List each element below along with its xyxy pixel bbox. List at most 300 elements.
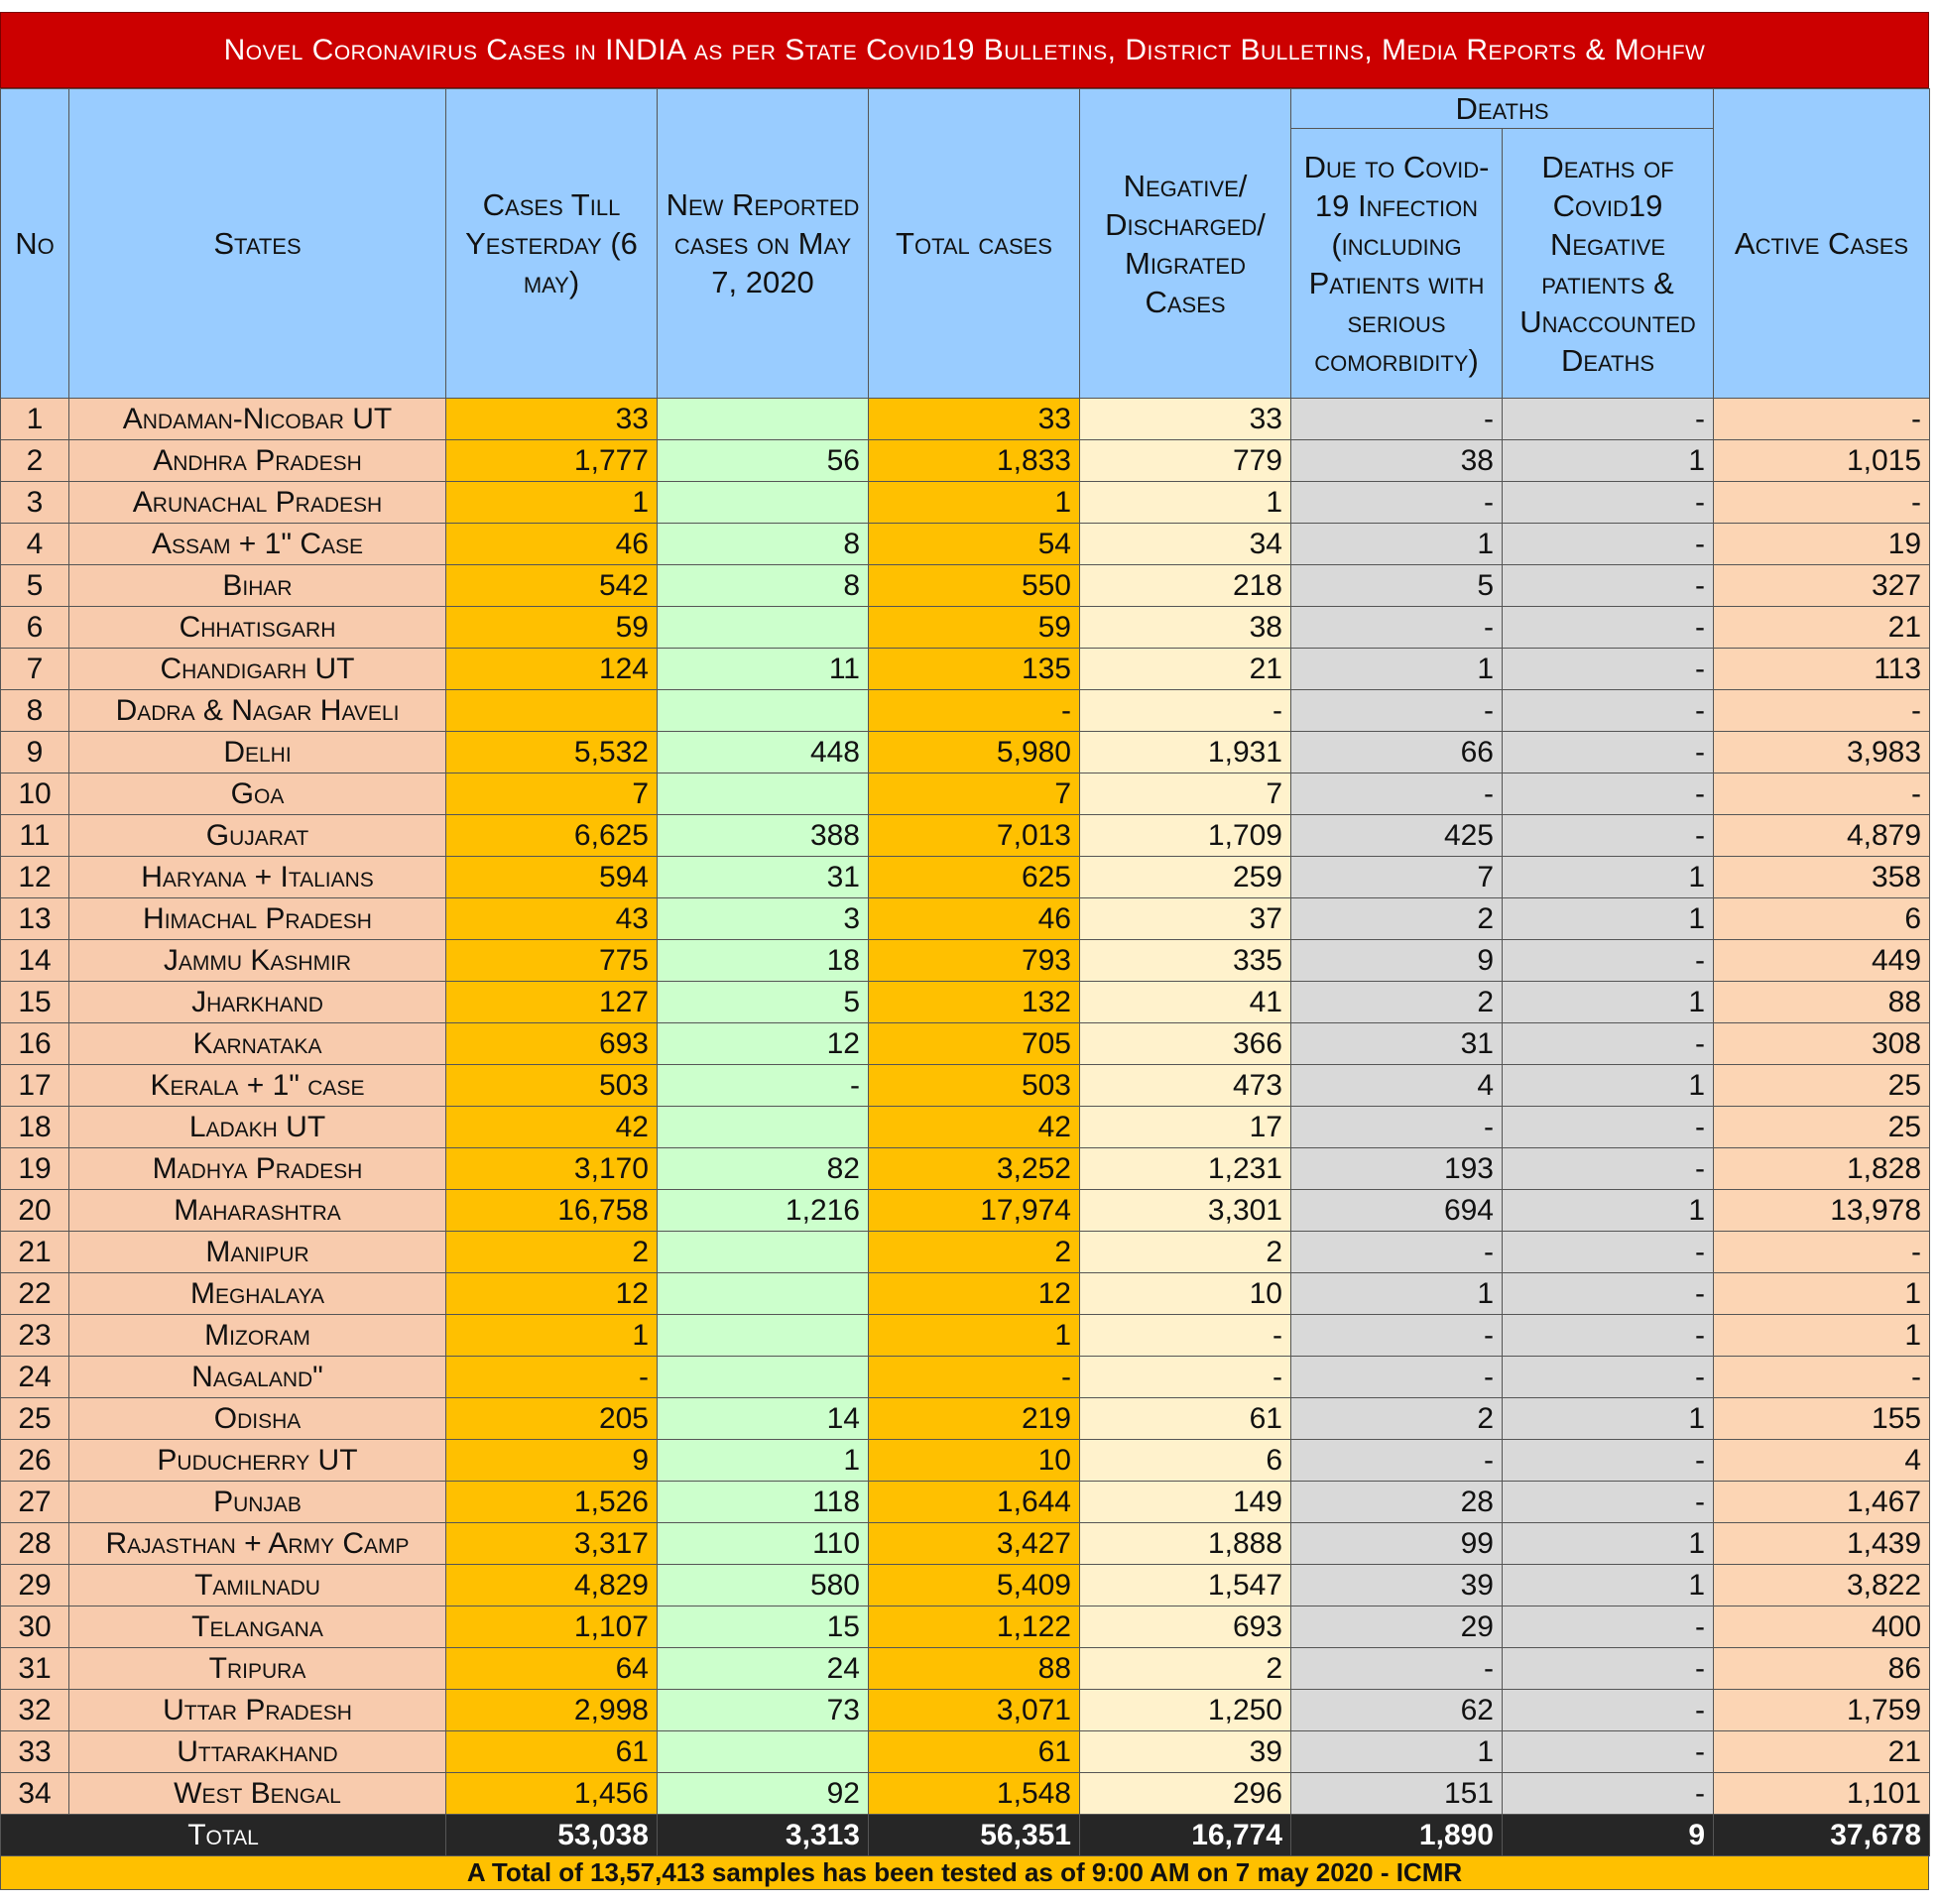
table-row bbox=[1, 815, 1930, 857]
new-cases bbox=[658, 774, 869, 815]
total-cases: 5,980 bbox=[869, 732, 1080, 774]
active-cases: 308 bbox=[1714, 1023, 1930, 1065]
total-cases: 7,013 bbox=[869, 815, 1080, 857]
table-row bbox=[1, 524, 1930, 565]
negative-cases: 37 bbox=[1080, 898, 1291, 940]
row-number: 11 bbox=[1, 815, 69, 857]
row-number: 30 bbox=[1, 1606, 69, 1648]
total-cases: 705 bbox=[869, 1023, 1080, 1065]
deaths-due: - bbox=[1291, 690, 1503, 732]
row-number: 24 bbox=[1, 1357, 69, 1398]
cases-yesterday: 3,170 bbox=[446, 1148, 658, 1190]
total-negative: 16,774 bbox=[1080, 1815, 1291, 1856]
cases-yesterday: 693 bbox=[446, 1023, 658, 1065]
cases-yesterday: 542 bbox=[446, 565, 658, 607]
negative-cases: 366 bbox=[1080, 1023, 1291, 1065]
negative-cases: - bbox=[1080, 1357, 1291, 1398]
table-row bbox=[1, 1148, 1930, 1190]
cases-yesterday: 46 bbox=[446, 524, 658, 565]
deaths-negative: - bbox=[1503, 1273, 1714, 1315]
table-row bbox=[1, 482, 1930, 524]
deaths-negative: - bbox=[1503, 1773, 1714, 1815]
row-number: 1 bbox=[1, 399, 69, 440]
deaths-negative: 1 bbox=[1503, 1523, 1714, 1565]
negative-cases: 3,301 bbox=[1080, 1190, 1291, 1232]
total-cases: 1,833 bbox=[869, 440, 1080, 482]
row-number: 23 bbox=[1, 1315, 69, 1357]
active-cases: 1,015 bbox=[1714, 440, 1930, 482]
new-cases: 73 bbox=[658, 1690, 869, 1731]
state-name: Bihar bbox=[69, 565, 446, 607]
new-cases bbox=[658, 1107, 869, 1148]
table-row bbox=[1, 857, 1930, 898]
total-cases: 88 bbox=[869, 1648, 1080, 1690]
state-name: Mizoram bbox=[69, 1315, 446, 1357]
deaths-negative: - bbox=[1503, 732, 1714, 774]
deaths-negative: 1 bbox=[1503, 898, 1714, 940]
negative-cases: 473 bbox=[1080, 1065, 1291, 1107]
cases-yesterday bbox=[446, 690, 658, 732]
row-number: 7 bbox=[1, 649, 69, 690]
deaths-due: 4 bbox=[1291, 1065, 1503, 1107]
new-cases bbox=[658, 1273, 869, 1315]
total-cases-yesterday: 53,038 bbox=[446, 1815, 658, 1856]
deaths-due: - bbox=[1291, 774, 1503, 815]
active-cases: 4 bbox=[1714, 1440, 1930, 1482]
active-cases: - bbox=[1714, 1232, 1930, 1273]
negative-cases: 779 bbox=[1080, 440, 1291, 482]
state-name: Chandigarh UT bbox=[69, 649, 446, 690]
table-row bbox=[1, 1482, 1930, 1523]
table-row bbox=[1, 399, 1930, 440]
negative-cases: 335 bbox=[1080, 940, 1291, 982]
total-cases: 135 bbox=[869, 649, 1080, 690]
active-cases: 155 bbox=[1714, 1398, 1930, 1440]
row-number: 16 bbox=[1, 1023, 69, 1065]
total-row bbox=[1, 1815, 1930, 1856]
covid-cases-sheet bbox=[0, 12, 1929, 1890]
new-cases: 14 bbox=[658, 1398, 869, 1440]
total-deaths-due: 1,890 bbox=[1291, 1815, 1503, 1856]
row-number: 9 bbox=[1, 732, 69, 774]
state-name: Uttar Pradesh bbox=[69, 1690, 446, 1731]
cases-yesterday: - bbox=[446, 1357, 658, 1398]
deaths-negative: - bbox=[1503, 1315, 1714, 1357]
active-cases: - bbox=[1714, 690, 1930, 732]
negative-cases: 39 bbox=[1080, 1731, 1291, 1773]
cases-yesterday: 59 bbox=[446, 607, 658, 649]
total-cases: 33 bbox=[869, 399, 1080, 440]
deaths-negative: - bbox=[1503, 607, 1714, 649]
total-cases: 42 bbox=[869, 1107, 1080, 1148]
cases-yesterday: 3,317 bbox=[446, 1523, 658, 1565]
state-name: Uttarakhand bbox=[69, 1731, 446, 1773]
deaths-due: 66 bbox=[1291, 732, 1503, 774]
row-number: 3 bbox=[1, 482, 69, 524]
state-name: Odisha bbox=[69, 1398, 446, 1440]
state-name: Gujarat bbox=[69, 815, 446, 857]
deaths-negative: - bbox=[1503, 1648, 1714, 1690]
state-name: Puducherry UT bbox=[69, 1440, 446, 1482]
state-name: Haryana + Italians bbox=[69, 857, 446, 898]
deaths-negative: - bbox=[1503, 1107, 1714, 1148]
header-deaths-due: Due to Covid-19 Infection (including Patients with serious comorbidity) bbox=[1291, 129, 1503, 399]
total-label: Total bbox=[1, 1815, 446, 1856]
active-cases: - bbox=[1714, 399, 1930, 440]
negative-cases: 1,709 bbox=[1080, 815, 1291, 857]
deaths-negative: - bbox=[1503, 524, 1714, 565]
deaths-due: 1 bbox=[1291, 649, 1503, 690]
row-number: 8 bbox=[1, 690, 69, 732]
active-cases: 1,828 bbox=[1714, 1148, 1930, 1190]
total-cases: 3,071 bbox=[869, 1690, 1080, 1731]
total-active: 37,678 bbox=[1714, 1815, 1930, 1856]
negative-cases: - bbox=[1080, 1315, 1291, 1357]
deaths-due: 151 bbox=[1291, 1773, 1503, 1815]
cases-yesterday: 12 bbox=[446, 1273, 658, 1315]
cases-yesterday: 503 bbox=[446, 1065, 658, 1107]
total-cases: 132 bbox=[869, 982, 1080, 1023]
total-cases: 1 bbox=[869, 1315, 1080, 1357]
table-row bbox=[1, 1190, 1930, 1232]
table-row bbox=[1, 1606, 1930, 1648]
new-cases: 110 bbox=[658, 1523, 869, 1565]
deaths-due: 2 bbox=[1291, 982, 1503, 1023]
total-cases: 12 bbox=[869, 1273, 1080, 1315]
negative-cases: 17 bbox=[1080, 1107, 1291, 1148]
state-name: Rajasthan + Army Camp bbox=[69, 1523, 446, 1565]
table-row bbox=[1, 565, 1930, 607]
state-name: Tripura bbox=[69, 1648, 446, 1690]
total-cases: 1 bbox=[869, 482, 1080, 524]
deaths-due: 29 bbox=[1291, 1606, 1503, 1648]
header-cases-yesterday: Cases Till Yesterday (6 may) bbox=[446, 89, 658, 399]
state-name: Meghalaya bbox=[69, 1273, 446, 1315]
table-row bbox=[1, 1731, 1930, 1773]
new-cases: 31 bbox=[658, 857, 869, 898]
new-cases bbox=[658, 482, 869, 524]
table-row bbox=[1, 1357, 1930, 1398]
deaths-negative: - bbox=[1503, 649, 1714, 690]
new-cases: 12 bbox=[658, 1023, 869, 1065]
cases-yesterday: 124 bbox=[446, 649, 658, 690]
deaths-due: 28 bbox=[1291, 1482, 1503, 1523]
new-cases: 15 bbox=[658, 1606, 869, 1648]
new-cases: 5 bbox=[658, 982, 869, 1023]
table-row bbox=[1, 607, 1930, 649]
header-negative: Negative/ Discharged/ Migrated Cases bbox=[1080, 89, 1291, 399]
active-cases: 6 bbox=[1714, 898, 1930, 940]
deaths-due: 193 bbox=[1291, 1148, 1503, 1190]
deaths-negative: - bbox=[1503, 1440, 1714, 1482]
negative-cases: 2 bbox=[1080, 1648, 1291, 1690]
table-row bbox=[1, 1440, 1930, 1482]
new-cases: 82 bbox=[658, 1148, 869, 1190]
active-cases: 113 bbox=[1714, 649, 1930, 690]
table-row bbox=[1, 1315, 1930, 1357]
table-row bbox=[1, 649, 1930, 690]
cases-table bbox=[0, 88, 1930, 1856]
new-cases: 580 bbox=[658, 1565, 869, 1606]
cases-yesterday: 42 bbox=[446, 1107, 658, 1148]
deaths-due: - bbox=[1291, 399, 1503, 440]
active-cases: 1 bbox=[1714, 1315, 1930, 1357]
row-number: 29 bbox=[1, 1565, 69, 1606]
table-row bbox=[1, 1565, 1930, 1606]
state-name: Dadra & Nagar Haveli bbox=[69, 690, 446, 732]
total-cases: 793 bbox=[869, 940, 1080, 982]
sheet-title: Novel Coronavirus Cases in INDIA as per State Covid19 Bulletins, District Bulletins, Media Reports & Mohfw bbox=[0, 12, 1929, 88]
table-row bbox=[1, 1648, 1930, 1690]
table-row bbox=[1, 1523, 1930, 1565]
total-cases: 625 bbox=[869, 857, 1080, 898]
deaths-negative: - bbox=[1503, 690, 1714, 732]
state-name: Delhi bbox=[69, 732, 446, 774]
header-new-cases: New Reported cases on May 7, 2020 bbox=[658, 89, 869, 399]
cases-yesterday: 64 bbox=[446, 1648, 658, 1690]
deaths-negative: - bbox=[1503, 774, 1714, 815]
row-number: 34 bbox=[1, 1773, 69, 1815]
table-row bbox=[1, 1232, 1930, 1273]
state-name: Telangana bbox=[69, 1606, 446, 1648]
table-row bbox=[1, 982, 1930, 1023]
row-number: 21 bbox=[1, 1232, 69, 1273]
total-cases: 17,974 bbox=[869, 1190, 1080, 1232]
state-name: Jammu Kashmir bbox=[69, 940, 446, 982]
cases-yesterday: 9 bbox=[446, 1440, 658, 1482]
deaths-due: - bbox=[1291, 1357, 1503, 1398]
active-cases: 1 bbox=[1714, 1273, 1930, 1315]
cases-yesterday: 205 bbox=[446, 1398, 658, 1440]
table-body bbox=[1, 399, 1930, 1815]
negative-cases: 1,250 bbox=[1080, 1690, 1291, 1731]
cases-yesterday: 775 bbox=[446, 940, 658, 982]
deaths-due: - bbox=[1291, 1315, 1503, 1357]
active-cases: 19 bbox=[1714, 524, 1930, 565]
active-cases: 4,879 bbox=[1714, 815, 1930, 857]
negative-cases: 38 bbox=[1080, 607, 1291, 649]
cases-yesterday: 1,526 bbox=[446, 1482, 658, 1523]
row-number: 12 bbox=[1, 857, 69, 898]
cases-yesterday: 43 bbox=[446, 898, 658, 940]
cases-yesterday: 594 bbox=[446, 857, 658, 898]
new-cases: 56 bbox=[658, 440, 869, 482]
header-states: States bbox=[69, 89, 446, 399]
cases-yesterday: 127 bbox=[446, 982, 658, 1023]
state-name: Tamilnadu bbox=[69, 1565, 446, 1606]
total-cases: 5,409 bbox=[869, 1565, 1080, 1606]
new-cases: 3 bbox=[658, 898, 869, 940]
deaths-due: 5 bbox=[1291, 565, 1503, 607]
total-cases: 61 bbox=[869, 1731, 1080, 1773]
deaths-due: 1 bbox=[1291, 524, 1503, 565]
total-cases: 3,427 bbox=[869, 1523, 1080, 1565]
state-name: Nagaland" bbox=[69, 1357, 446, 1398]
deaths-due: 38 bbox=[1291, 440, 1503, 482]
cases-yesterday: 4,829 bbox=[446, 1565, 658, 1606]
total-cases: - bbox=[869, 690, 1080, 732]
total-cases: 1,122 bbox=[869, 1606, 1080, 1648]
new-cases bbox=[658, 399, 869, 440]
negative-cases: 149 bbox=[1080, 1482, 1291, 1523]
total-total-cases: 56,351 bbox=[869, 1815, 1080, 1856]
header-deaths-negative: Deaths of Covid19 Negative patients & Unaccounted Deaths bbox=[1503, 129, 1714, 399]
deaths-negative: 1 bbox=[1503, 1565, 1714, 1606]
deaths-negative: - bbox=[1503, 815, 1714, 857]
deaths-negative: 1 bbox=[1503, 1398, 1714, 1440]
cases-yesterday: 1,777 bbox=[446, 440, 658, 482]
row-number: 5 bbox=[1, 565, 69, 607]
state-name: Andaman-Nicobar UT bbox=[69, 399, 446, 440]
table-row bbox=[1, 898, 1930, 940]
total-cases: 1,548 bbox=[869, 1773, 1080, 1815]
deaths-negative: - bbox=[1503, 940, 1714, 982]
cases-yesterday: 2 bbox=[446, 1232, 658, 1273]
row-number: 14 bbox=[1, 940, 69, 982]
deaths-negative: - bbox=[1503, 399, 1714, 440]
deaths-due: 7 bbox=[1291, 857, 1503, 898]
new-cases bbox=[658, 607, 869, 649]
negative-cases: 2 bbox=[1080, 1232, 1291, 1273]
total-cases: 59 bbox=[869, 607, 1080, 649]
row-number: 13 bbox=[1, 898, 69, 940]
deaths-due: 31 bbox=[1291, 1023, 1503, 1065]
deaths-due: - bbox=[1291, 1440, 1503, 1482]
row-number: 6 bbox=[1, 607, 69, 649]
deaths-negative: - bbox=[1503, 1232, 1714, 1273]
state-name: Chhatisgarh bbox=[69, 607, 446, 649]
active-cases: 327 bbox=[1714, 565, 1930, 607]
deaths-negative: 1 bbox=[1503, 440, 1714, 482]
state-name: Jharkhand bbox=[69, 982, 446, 1023]
deaths-negative: 1 bbox=[1503, 1190, 1714, 1232]
state-name: Assam + 1" Case bbox=[69, 524, 446, 565]
table-row bbox=[1, 1107, 1930, 1148]
cases-yesterday: 1,107 bbox=[446, 1606, 658, 1648]
deaths-due: 694 bbox=[1291, 1190, 1503, 1232]
row-number: 15 bbox=[1, 982, 69, 1023]
deaths-due: 2 bbox=[1291, 898, 1503, 940]
new-cases bbox=[658, 1232, 869, 1273]
negative-cases: 10 bbox=[1080, 1273, 1291, 1315]
header-active: Active Cases bbox=[1714, 89, 1930, 399]
state-name: Manipur bbox=[69, 1232, 446, 1273]
state-name: West Bengal bbox=[69, 1773, 446, 1815]
cases-yesterday: 1 bbox=[446, 1315, 658, 1357]
total-cases: 46 bbox=[869, 898, 1080, 940]
new-cases: 1,216 bbox=[658, 1190, 869, 1232]
active-cases: - bbox=[1714, 774, 1930, 815]
new-cases: 18 bbox=[658, 940, 869, 982]
deaths-due: 2 bbox=[1291, 1398, 1503, 1440]
active-cases: 400 bbox=[1714, 1606, 1930, 1648]
total-cases: 503 bbox=[869, 1065, 1080, 1107]
negative-cases: 1,931 bbox=[1080, 732, 1291, 774]
row-number: 33 bbox=[1, 1731, 69, 1773]
active-cases: 86 bbox=[1714, 1648, 1930, 1690]
row-number: 19 bbox=[1, 1148, 69, 1190]
table-row bbox=[1, 940, 1930, 982]
deaths-due: 99 bbox=[1291, 1523, 1503, 1565]
cases-yesterday: 7 bbox=[446, 774, 658, 815]
table-row bbox=[1, 440, 1930, 482]
negative-cases: 259 bbox=[1080, 857, 1291, 898]
active-cases: 1,467 bbox=[1714, 1482, 1930, 1523]
header-deaths: Deaths bbox=[1291, 89, 1714, 129]
table-row bbox=[1, 1398, 1930, 1440]
deaths-negative: - bbox=[1503, 1731, 1714, 1773]
active-cases: 358 bbox=[1714, 857, 1930, 898]
deaths-negative: - bbox=[1503, 1023, 1714, 1065]
table-row bbox=[1, 732, 1930, 774]
state-name: Arunachal Pradesh bbox=[69, 482, 446, 524]
total-cases: 550 bbox=[869, 565, 1080, 607]
negative-cases: 1,231 bbox=[1080, 1148, 1291, 1190]
deaths-negative: - bbox=[1503, 1690, 1714, 1731]
deaths-due: 1 bbox=[1291, 1731, 1503, 1773]
deaths-due: 425 bbox=[1291, 815, 1503, 857]
new-cases: 448 bbox=[658, 732, 869, 774]
total-cases: 219 bbox=[869, 1398, 1080, 1440]
active-cases: - bbox=[1714, 482, 1930, 524]
active-cases: 25 bbox=[1714, 1107, 1930, 1148]
active-cases: 3,822 bbox=[1714, 1565, 1930, 1606]
deaths-due: 9 bbox=[1291, 940, 1503, 982]
active-cases: 88 bbox=[1714, 982, 1930, 1023]
deaths-negative: - bbox=[1503, 1606, 1714, 1648]
state-name: Ladakh UT bbox=[69, 1107, 446, 1148]
negative-cases: 41 bbox=[1080, 982, 1291, 1023]
new-cases bbox=[658, 1357, 869, 1398]
state-name: Punjab bbox=[69, 1482, 446, 1523]
row-number: 10 bbox=[1, 774, 69, 815]
cases-yesterday: 61 bbox=[446, 1731, 658, 1773]
header-no: No bbox=[1, 89, 69, 399]
row-number: 22 bbox=[1, 1273, 69, 1315]
table-row bbox=[1, 690, 1930, 732]
state-name: Madhya Pradesh bbox=[69, 1148, 446, 1190]
total-cases: 54 bbox=[869, 524, 1080, 565]
total-cases: 7 bbox=[869, 774, 1080, 815]
total-deaths-negative: 9 bbox=[1503, 1815, 1714, 1856]
state-name: Karnataka bbox=[69, 1023, 446, 1065]
total-cases: 10 bbox=[869, 1440, 1080, 1482]
active-cases: - bbox=[1714, 1357, 1930, 1398]
row-number: 2 bbox=[1, 440, 69, 482]
active-cases: 1,759 bbox=[1714, 1690, 1930, 1731]
deaths-negative: - bbox=[1503, 1148, 1714, 1190]
total-cases: 3,252 bbox=[869, 1148, 1080, 1190]
deaths-negative: - bbox=[1503, 565, 1714, 607]
row-number: 4 bbox=[1, 524, 69, 565]
row-number: 32 bbox=[1, 1690, 69, 1731]
new-cases: 8 bbox=[658, 524, 869, 565]
cases-yesterday: 16,758 bbox=[446, 1190, 658, 1232]
negative-cases: 1,547 bbox=[1080, 1565, 1291, 1606]
active-cases: 25 bbox=[1714, 1065, 1930, 1107]
total-cases: - bbox=[869, 1357, 1080, 1398]
row-number: 25 bbox=[1, 1398, 69, 1440]
state-name: Maharashtra bbox=[69, 1190, 446, 1232]
new-cases bbox=[658, 1315, 869, 1357]
table-row bbox=[1, 1773, 1930, 1815]
negative-cases: 693 bbox=[1080, 1606, 1291, 1648]
new-cases bbox=[658, 1731, 869, 1773]
negative-cases: 296 bbox=[1080, 1773, 1291, 1815]
deaths-due: - bbox=[1291, 482, 1503, 524]
deaths-due: 39 bbox=[1291, 1565, 1503, 1606]
state-name: Kerala + 1" case bbox=[69, 1065, 446, 1107]
